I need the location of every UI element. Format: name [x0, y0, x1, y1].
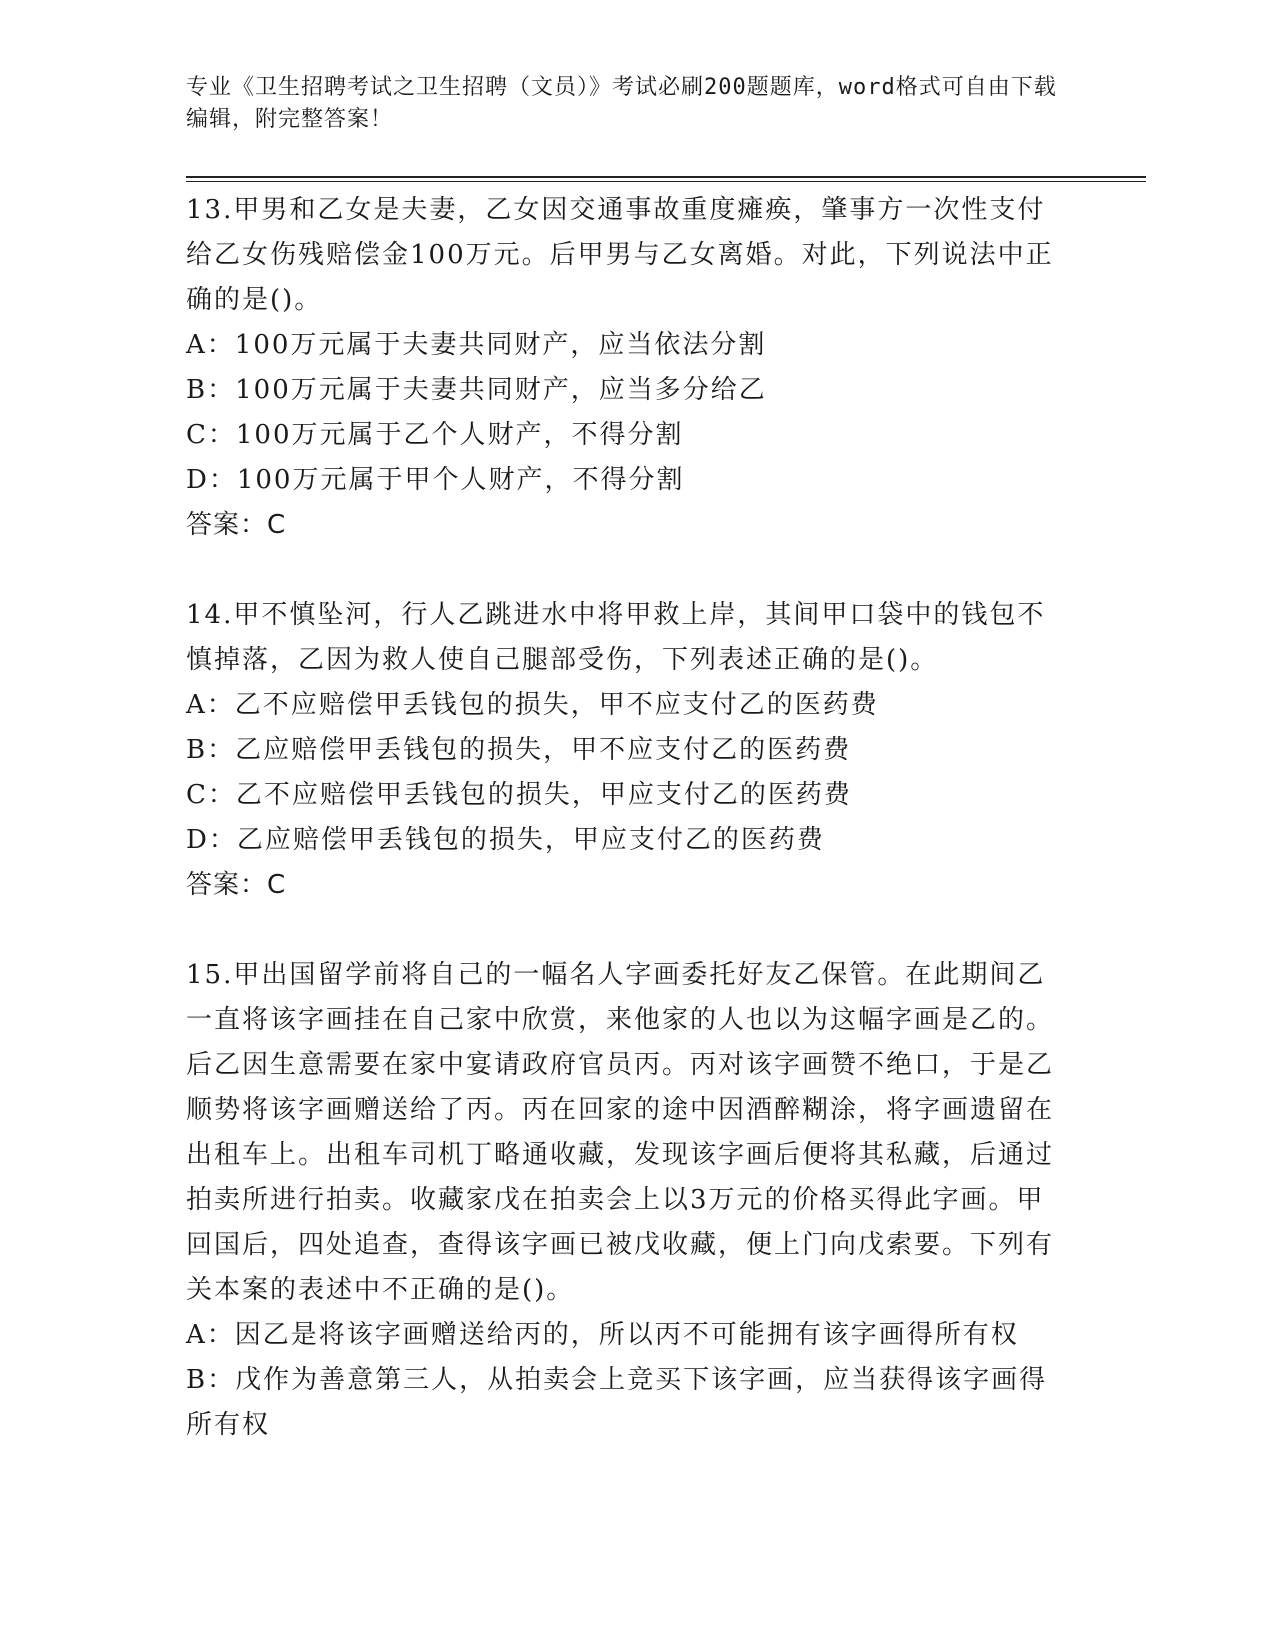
page-header: 专业《卫生招聘考试之卫生招聘（文员）》考试必刷200题题库，word格式可自由下载编辑，附完整答案！: [186, 75, 1057, 132]
header-divider-thin: [186, 181, 1146, 182]
option-b: B：100万元属于夫妻共同财产，应当多分给乙: [186, 375, 767, 405]
option-d: D：乙应赔偿甲丢钱包的损失，甲应支付乙的医药费: [186, 825, 825, 855]
question-13: [186, 188, 1066, 548]
spacer: [186, 548, 1066, 593]
answer: 答案：C: [186, 510, 287, 540]
question-list: [186, 188, 1066, 1448]
header-divider-thick: [186, 176, 1146, 178]
option-a: A：100万元属于夫妻共同财产，应当依法分割: [186, 330, 767, 360]
question-text: 15.甲出国留学前将自己的一幅名人字画委托好友乙保管。在此期间乙一直将该字画挂在自己家中欣赏，来他家的人也以为这幅字画是乙的。后乙因生意需要在家中宴请政府官员丙。丙对该字画赞不绝口，于是乙顺势将该字画赠送给了丙。丙在回家的途中因酒醉糊涂，将字画遗留在出租车上。出租车司机丁略通收藏，发现该字画后便将其私藏，后通过拍卖所进行拍卖。收藏家戊在拍卖会上以3万元的价格买得此字画。甲回国后，四处追查，查得该字画已被戊收藏，便上门向戊索要。下列有关本案的表述中不正确的是()。: [186, 960, 1055, 1305]
option-a: A：因乙是将该字画赠送给丙的，所以丙不可能拥有该字画得所有权: [186, 1320, 1019, 1350]
answer: 答案：C: [186, 870, 287, 900]
spacer: [186, 908, 1066, 953]
question-14: [186, 593, 1066, 908]
option-d: D：100万元属于甲个人财产，不得分割: [186, 465, 685, 495]
option-c: C：100万元属于乙个人财产，不得分割: [186, 420, 684, 450]
question-text: 13.甲男和乙女是夫妻，乙女因交通事故重度瘫痪，肇事方一次性支付给乙女伤残赔偿金100万元。后甲男与乙女离婚。对此，下列说法中正确的是()。: [186, 195, 1054, 315]
question-text: 14.甲不慎坠河，行人乙跳进水中将甲救上岸，其间甲口袋中的钱包不慎掉落，乙因为救人使自己腿部受伤，下列表述正确的是()。: [186, 600, 1046, 675]
option-a: A：乙不应赔偿甲丢钱包的损失，甲不应支付乙的医药费: [186, 690, 879, 720]
option-b: B：乙应赔偿甲丢钱包的损失，甲不应支付乙的医药费: [186, 735, 852, 765]
option-c: C：乙不应赔偿甲丢钱包的损失，甲应支付乙的医药费: [186, 780, 852, 810]
question-15: [186, 953, 1066, 1448]
option-b: B：戊作为善意第三人，从拍卖会上竞买下该字画，应当获得该字画得所有权: [186, 1365, 1048, 1440]
